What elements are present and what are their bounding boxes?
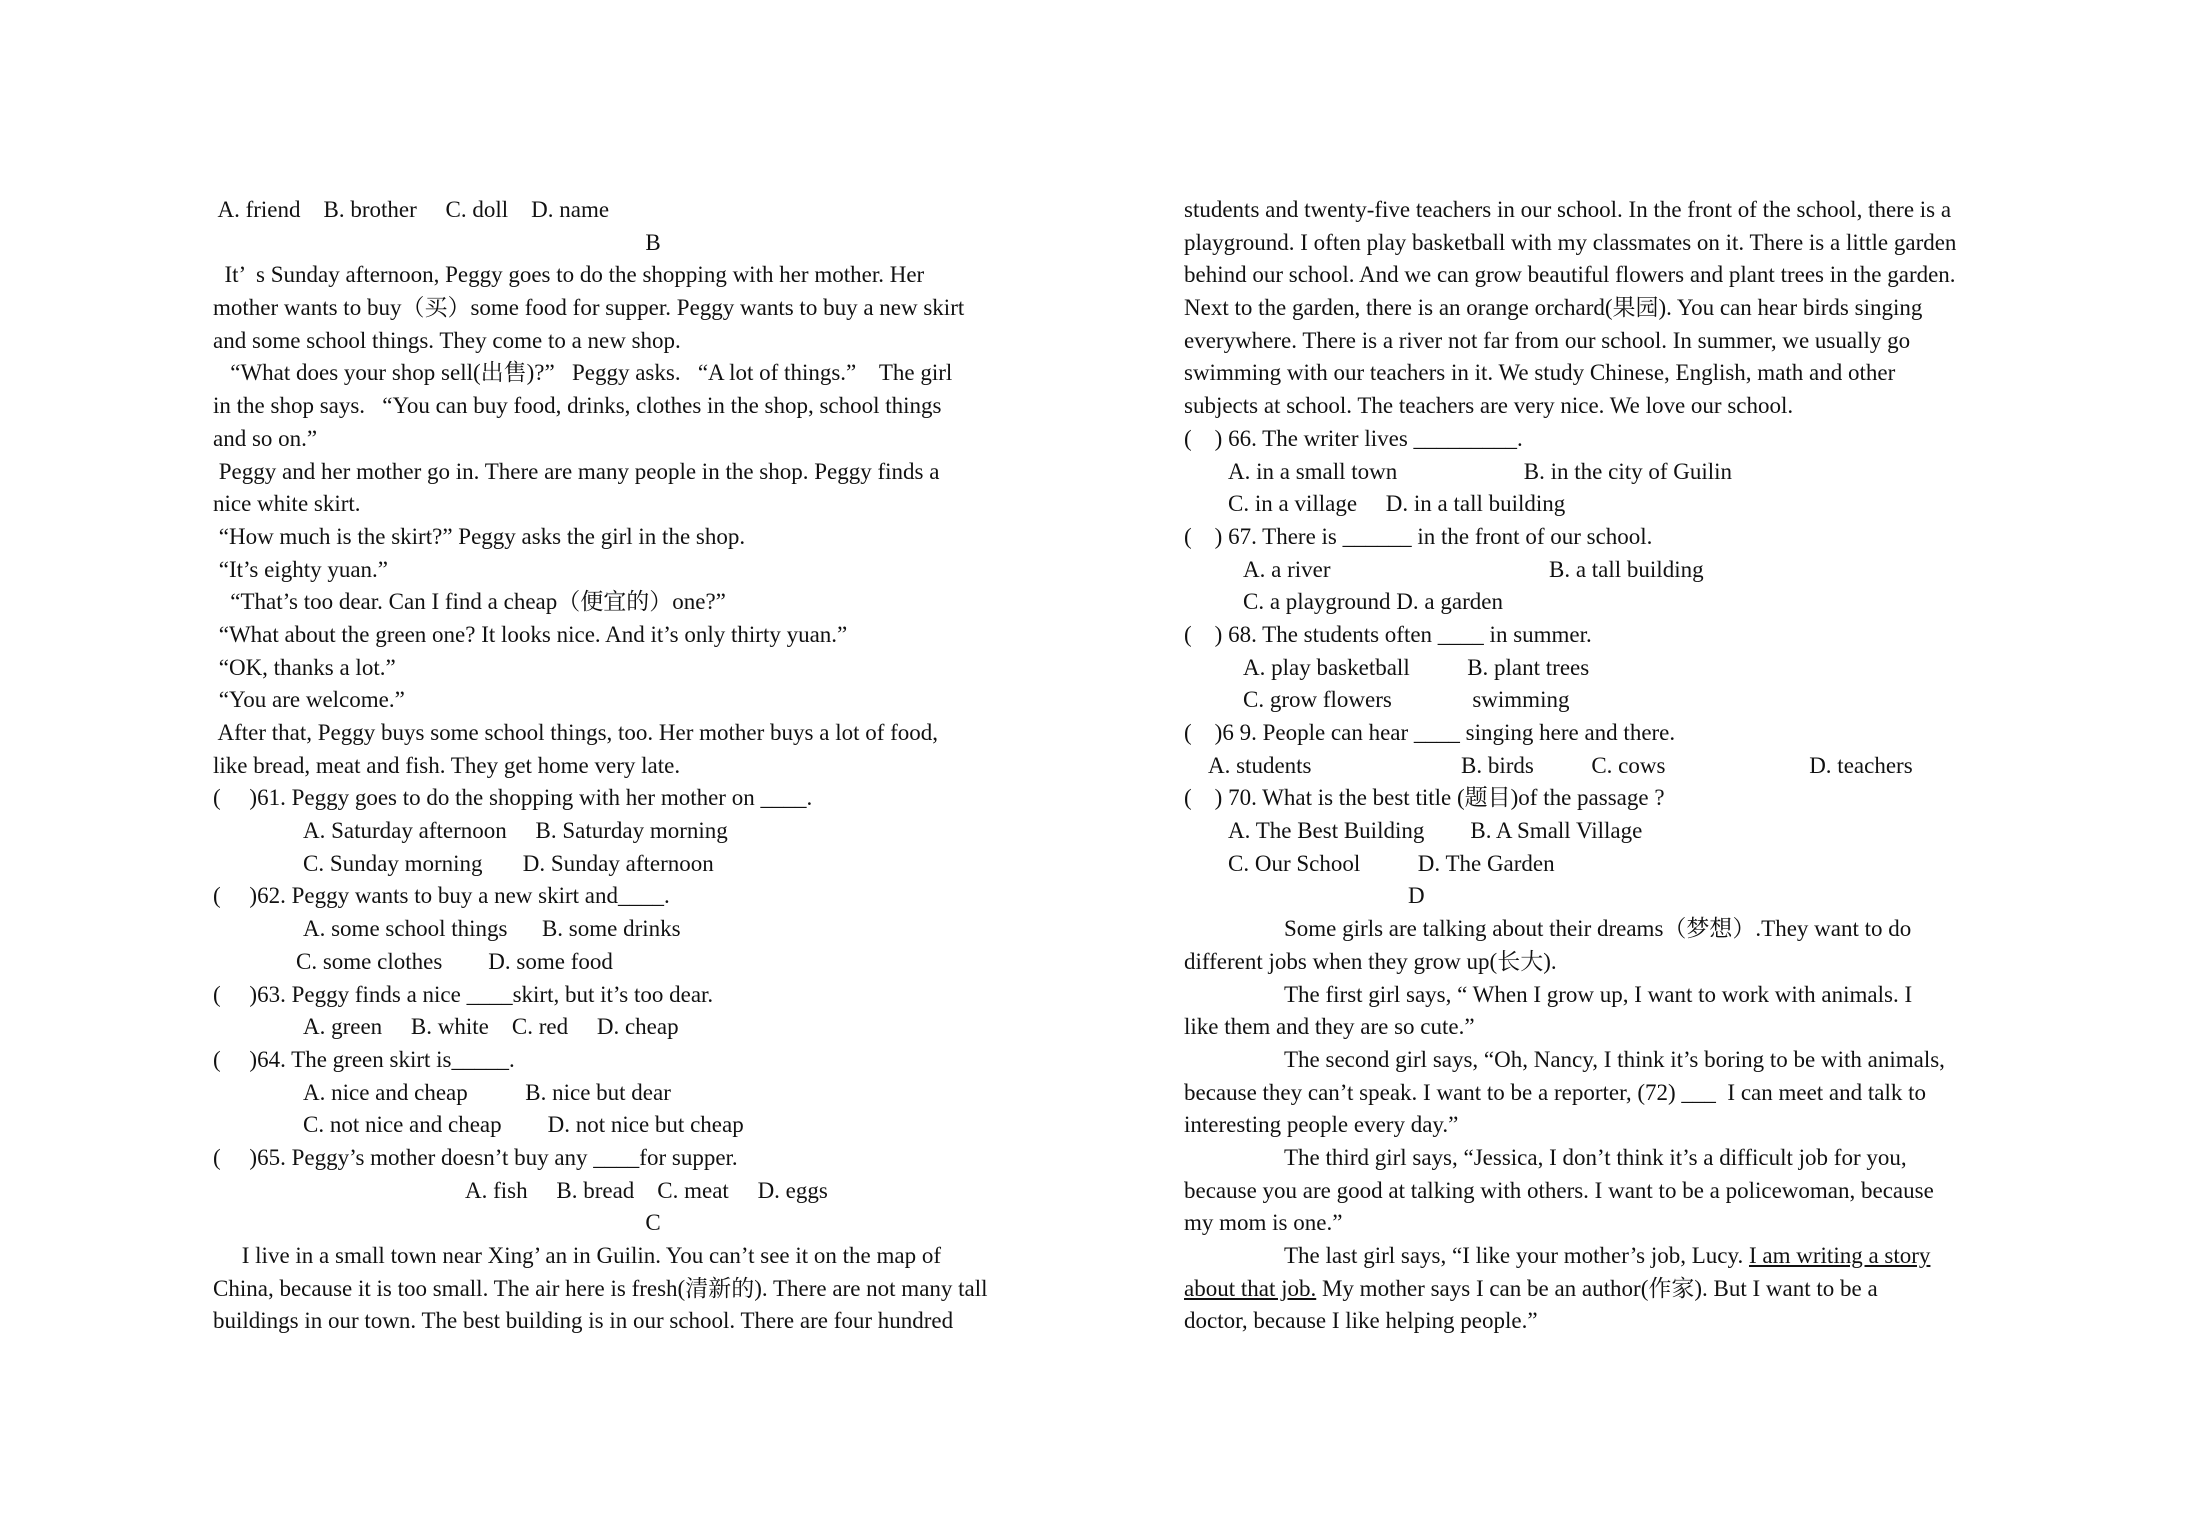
- text-line: [1184, 815, 2054, 848]
- text-line: [1184, 946, 2054, 979]
- line-text: C: [645, 1210, 661, 1236]
- line-text: like bread, meat and fish. They get home very late.: [213, 752, 681, 778]
- line-text: different jobs when they grow up(长大).: [1184, 948, 1557, 974]
- line-text: subjects at school. The teachers are very nice. We love our school.: [1184, 393, 1794, 419]
- text-line: [1184, 1175, 2054, 1208]
- line-text: C. Sunday morning D. Sunday afternoon: [303, 850, 714, 876]
- text-line: [1184, 259, 2054, 292]
- line-text: The first girl says, “ When I grow up, I want to work with animals. I: [1284, 981, 1913, 1007]
- text-line: [1184, 325, 2054, 358]
- text-line: [213, 815, 1093, 848]
- line-text: China, because it is too small. The air here is fresh(清新的). There are not many tall: [213, 1275, 988, 1301]
- text-line: [213, 684, 1093, 717]
- line-text: C. not nice and cheap D. not nice but cheap: [303, 1112, 744, 1138]
- line-text: The third girl says, “Jessica, I don’t think it’s a difficult job for you,: [1284, 1144, 1907, 1170]
- line-text: After that, Peggy buys some school things, too. Her mother buys a lot of food,: [213, 720, 939, 745]
- text-line: [1184, 456, 2054, 489]
- text-line: [1184, 1077, 2054, 1110]
- text-line: [1184, 1207, 2054, 1240]
- text-line: [1184, 913, 2054, 946]
- text-line: [213, 227, 1093, 260]
- text-line: [213, 1240, 1093, 1273]
- line-text: A. fish B. bread C. meat D. eggs: [465, 1177, 828, 1203]
- line-text: C. a playground D. a garden: [1243, 589, 1503, 615]
- text-line: [213, 717, 1093, 750]
- line-text: “You are welcome.”: [213, 687, 405, 713]
- text-line: [1184, 357, 2054, 390]
- text-line: [213, 194, 1093, 227]
- line-text: ( )6 9. People can hear ____ singing here and there.: [1184, 720, 1676, 745]
- text-line: [213, 619, 1093, 652]
- text-line: [213, 1044, 1093, 1077]
- line-text: A. green B. white C. red D. cheap: [303, 1014, 679, 1040]
- text-line: [1184, 750, 2054, 783]
- text-line: [213, 946, 1093, 979]
- text-line: [213, 913, 1093, 946]
- text-line: [213, 1011, 1093, 1044]
- left-column: [213, 194, 1093, 1338]
- text-line: [213, 1273, 1093, 1306]
- line-text: A. The Best Building B. A Small Village: [1228, 818, 1643, 844]
- text-line: [213, 586, 1093, 619]
- text-line: [1184, 390, 2054, 423]
- line-text: A. a river B. a tall building: [1243, 556, 1704, 582]
- line-text: nice white skirt.: [213, 491, 361, 517]
- text-line: [1184, 880, 2054, 913]
- line-text: ( ) 70. What is the best title (题目)of the passage ?: [1184, 785, 1665, 811]
- text-line: [1184, 979, 2054, 1012]
- line-text: D: [1408, 883, 1425, 909]
- text-line: [213, 357, 1093, 390]
- text-line: [1184, 717, 2054, 750]
- line-text: A. play basketball B. plant trees: [1243, 654, 1590, 680]
- text-line: [1184, 652, 2054, 685]
- line-text: ( ) 66. The writer lives _________.: [1184, 425, 1523, 451]
- text-line: [1184, 554, 2054, 587]
- text-line: [1184, 586, 2054, 619]
- line-text: A. Saturday afternoon B. Saturday morning: [303, 818, 728, 844]
- text-line: [1184, 1142, 2054, 1175]
- line-text: mother wants to buy（买）some food for supper. Peggy wants to buy a new skirt: [213, 295, 965, 321]
- text-line: [213, 750, 1093, 783]
- line-text: “How much is the skirt?” Peggy asks the girl in the shop.: [213, 523, 746, 549]
- line-text: ( ) 68. The students often ____ in summer.: [1184, 621, 1592, 647]
- line-text: ( ) 67. There is ______ in the front of our school.: [1184, 523, 1653, 549]
- right-column: [1184, 194, 2054, 1338]
- text-line: [213, 979, 1093, 1012]
- line-text: and so on.”: [213, 425, 318, 451]
- text-line: [213, 456, 1093, 489]
- line-text: A. nice and cheap B. nice but dear: [303, 1079, 671, 1105]
- text-line: [1184, 292, 2054, 325]
- line-text: in the shop says. “You can buy food, drinks, clothes in the shop, school things: [213, 393, 942, 419]
- line-text: A. friend B. brother C. doll D. name: [213, 197, 610, 222]
- line-text: ( )65. Peggy’s mother doesn’t buy any ____for supper.: [213, 1144, 738, 1170]
- text-line: [213, 1109, 1093, 1142]
- line-text: interesting people every day.”: [1184, 1112, 1459, 1138]
- line-text: The last girl says, “I like your mother’s job, Lucy.: [1284, 1243, 1750, 1268]
- underlined-text: about that job.: [1184, 1275, 1317, 1301]
- line-text: because they can’t speak. I want to be a reporter, (72) ___ I can meet and talk to: [1184, 1079, 1927, 1105]
- line-text: Next to the garden, there is an orange orchard(果园). You can hear birds singing: [1184, 295, 1923, 321]
- text-line: [213, 1142, 1093, 1175]
- text-line: [213, 325, 1093, 358]
- text-line: [1184, 423, 2054, 456]
- line-text: C. some clothes D. some food: [296, 948, 613, 974]
- line-text: ( )62. Peggy wants to buy a new skirt and____.: [213, 883, 670, 909]
- underlined-text: I am writing a story: [1749, 1243, 1931, 1268]
- text-line: [213, 390, 1093, 423]
- text-line: [1184, 1011, 2054, 1044]
- text-line: [1184, 1109, 2054, 1142]
- text-line: [213, 848, 1093, 881]
- text-line: [213, 488, 1093, 521]
- text-line: [1184, 1273, 2054, 1306]
- line-text: Peggy and her mother go in. There are many people in the shop. Peggy finds a: [213, 458, 940, 484]
- line-text: swimming with our teachers in it. We study Chinese, English, math and other: [1184, 360, 1896, 386]
- line-text: A. students B. birds C. cows D. teachers: [1208, 752, 1913, 778]
- line-text: students and twenty-five teachers in our school. In the front of the school, there is a: [1184, 197, 1952, 222]
- text-line: [1184, 227, 2054, 260]
- text-line: [1184, 1044, 2054, 1077]
- line-text: ( )61. Peggy goes to do the shopping with her mother on ____.: [213, 785, 813, 811]
- line-text: like them and they are so cute.”: [1184, 1014, 1475, 1040]
- text-line: [1184, 782, 2054, 815]
- text-line: [1184, 848, 2054, 881]
- line-text: It’ s Sunday afternoon, Peggy goes to do the shopping with her mother. Her: [213, 262, 925, 288]
- line-text: B: [645, 229, 661, 255]
- text-line: [213, 292, 1093, 325]
- text-line: [1184, 619, 2054, 652]
- line-text: playground. I often play basketball with my classmates on it. There is a little garden: [1184, 229, 1957, 255]
- line-text: ( )64. The green skirt is_____.: [213, 1046, 515, 1072]
- line-text: because you are good at talking with others. I want to be a policewoman, because: [1184, 1177, 1934, 1203]
- line-text: C. grow flowers swimming: [1243, 687, 1570, 713]
- text-line: [1184, 194, 2054, 227]
- text-line: [213, 423, 1093, 456]
- text-line: [213, 259, 1093, 292]
- text-line: [213, 1077, 1093, 1110]
- line-text: A. in a small town B. in the city of Guilin: [1228, 458, 1733, 484]
- text-line: [1184, 1305, 2054, 1338]
- line-text: and some school things. They come to a new shop.: [213, 327, 681, 353]
- text-line: [213, 1207, 1093, 1240]
- text-line: [1184, 488, 2054, 521]
- line-text: my mom is one.”: [1184, 1210, 1343, 1236]
- text-line: [213, 652, 1093, 685]
- text-line: [1184, 684, 2054, 717]
- line-text: I live in a small town near Xing’ an in Guilin. You can’t see it on the map of: [213, 1243, 941, 1268]
- line-text: Some girls are talking about their dreams（梦想）.They want to do: [1284, 916, 1912, 942]
- line-text: buildings in our town. The best building is in our school. There are four hundred: [213, 1308, 954, 1334]
- line-text: “It’s eighty yuan.”: [213, 556, 389, 582]
- text-line: [1184, 1240, 2054, 1273]
- line-text: “That’s too dear. Can I find a cheap（便宜的）one?”: [213, 589, 726, 615]
- line-text: C. in a village D. in a tall building: [1228, 491, 1566, 517]
- line-text: The second girl says, “Oh, Nancy, I think it’s boring to be with animals,: [1284, 1046, 1945, 1072]
- text-line: [1184, 521, 2054, 554]
- line-text: ( )63. Peggy finds a nice ____skirt, but it’s too dear.: [213, 981, 714, 1007]
- text-line: [213, 554, 1093, 587]
- text-line: [213, 782, 1093, 815]
- text-line: [213, 1305, 1093, 1338]
- text-line: [213, 521, 1093, 554]
- line-text-continued: My mother says I can be an author(作家). But I want to be a: [1316, 1275, 1878, 1301]
- line-text: “What does your shop sell(出售)?” Peggy asks. “A lot of things.” The girl: [213, 360, 953, 386]
- line-text: doctor, because I like helping people.”: [1184, 1308, 1538, 1334]
- line-text: “OK, thanks a lot.”: [213, 654, 396, 680]
- text-line: [213, 880, 1093, 913]
- line-text: behind our school. And we can grow beautiful flowers and plant trees in the garden.: [1184, 262, 1956, 288]
- line-text: C. Our School D. The Garden: [1228, 850, 1555, 876]
- line-text: everywhere. There is a river not far from our school. In summer, we usually go: [1184, 327, 1911, 353]
- line-text: “What about the green one? It looks nice. And it’s only thirty yuan.”: [213, 621, 848, 647]
- text-line: [213, 1175, 1093, 1208]
- line-text: A. some school things B. some drinks: [303, 916, 681, 942]
